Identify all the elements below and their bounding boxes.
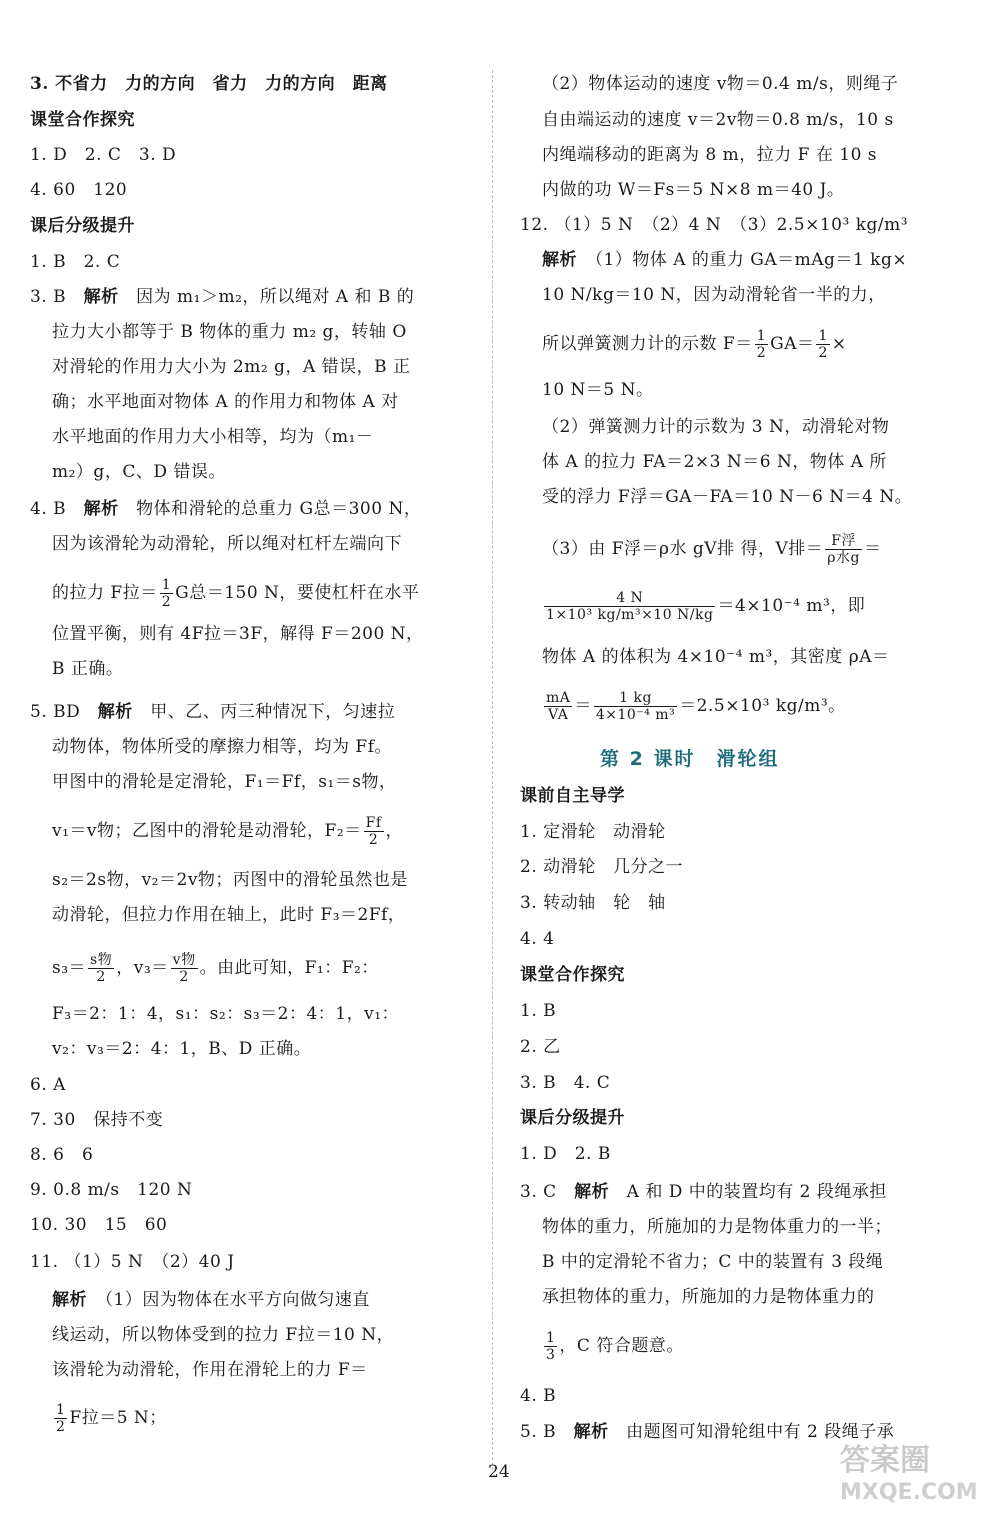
analysis-label: 解析 [83,287,119,307]
analysis-label: 解析 [573,1422,609,1442]
analysis-text: （2）弹簧测力计的示数为 3 N，动滑轮对物 [542,417,890,437]
analysis-line [52,1288,370,1312]
analysis-text: 承担物体的重力，所施加的力是物体重力的 [542,1287,875,1307]
analysis-text: 水平地面的作用力大小相等，均为（m₁－ [52,427,374,447]
analysis-text: 因为 m₁＞m₂，所以绳对 A 和 B 的 [136,287,415,307]
answer-line: 2. 动滑轮 几分之一 [520,857,684,877]
section-heading: 课前自主导学 [520,786,625,806]
analysis-text: 10 N＝5 N。 [542,380,654,400]
answer-line: 1. D 2. B [520,1144,611,1164]
analysis-text: （1）物体 A 的重力 GA＝mAg＝1 kg× [594,250,908,270]
analysis-text: 内做的功 W＝Fs＝5 N×8 m＝40 J。 [542,180,845,200]
section-heading: 课后分级提升 [30,216,135,236]
answer-line: 11. （1）5 N （2）40 J [30,1252,235,1272]
answer-key: 5. BD [30,702,81,722]
answer-line: 1. 定滑轮 动滑轮 [520,822,666,842]
analysis-formula: （3）由 F浮＝ρ水 gV排 得，V排＝ $\frac{\text{F浮}}{\text{ρ水g}}$ ＝ [542,533,882,566]
answer-line: 8. 6 6 [30,1145,94,1165]
answer-line [520,1180,887,1204]
analysis-label: 解析 [83,499,119,519]
answer-line: 4. 4 [520,929,555,949]
analysis-formula: $\frac{4 N}{\text{1×10³ kg/m³×10 N/kg}}$ ＝4×10⁻⁴ m³，即 [546,590,866,623]
fraction: $\frac{1}{2}$ [756,328,767,361]
lesson-title: 第 2 课时 滑轮组 [600,748,780,770]
section-heading: 课堂合作探究 [520,965,625,985]
fraction: $\frac{1}{3}$ [546,1330,556,1363]
analysis-formula: v₁＝v物；乙图中的滑轮是动滑轮，F₂＝ $\frac{Ff}{2}$ ， [52,815,404,848]
analysis-formula: $\frac{mA}{VA}$ ＝ $\frac{1 kg}{\text{4×10⁻⁴ m³}}$ ＝2.5×10³ kg/m³。 [546,690,846,723]
analysis-text: 拉力大小都等于 B 物体的重力 m₂ g，转轴 O [52,322,407,342]
analysis-text: B 正确。 [52,659,124,679]
answer-line: 3. 不省力 力的方向 省力 力的方向 距离 [30,74,388,94]
analysis-text: 物体的重力，所施加的力是物体重力的一半； [542,1217,892,1237]
analysis-text: A 和 D 中的装置均有 2 段绳承担 [626,1182,887,1202]
answer-line: 4. B [520,1386,557,1406]
fraction: $\frac{1}{2}$ [161,577,172,610]
fraction: $\frac{1}{2}$ [818,328,828,361]
analysis-text: （1）因为物体在水平方向做匀速直 [104,1290,370,1310]
answer-line: 4. 60 120 [30,180,128,200]
fraction: $\frac{\text{s物}}{2}$ [90,952,113,985]
analysis-label: 解析 [97,702,133,722]
analysis-text: s₂＝2s物，v₂＝2v物；丙图中的滑轮虽然也是 [52,870,408,890]
answer-line [30,700,395,724]
column-divider [492,70,494,1470]
analysis-label: 解析 [574,1182,610,1202]
fraction: $\frac{\text{v物}}{2}$ [172,952,196,985]
answer-line: 2. 乙 [520,1037,561,1057]
page-number: 24 [488,1462,510,1482]
analysis-text: 动物体，物体所受的摩擦力相等，均为 Ff。 [52,737,392,757]
analysis-text: 动滑轮，但拉力作用在轴上，此时 F₃＝2Ff， [52,905,406,925]
analysis-text: F₃＝2：1：4，s₁：s₂：s₃＝2：4：1，v₁： [52,1004,400,1024]
analysis-text: 位置平衡，则有 4F拉＝3F，解得 F＝200 N， [52,624,424,644]
answer-line [30,497,421,521]
answer-line: 1. D 2. C 3. D [30,145,177,165]
analysis-formula: 的拉力 F拉＝ $\frac{1}{2}$ G总＝150 N，要使杠杆在水平 [52,577,420,610]
analysis-line [542,248,907,272]
answer-line [520,1420,894,1444]
analysis-text: 线运动，所以物体受到的拉力 F拉＝10 N， [52,1325,395,1345]
analysis-text: 因为该滑轮为动滑轮，所以绳对杠杆左端向下 [52,534,402,554]
analysis-text: m₂）g，C、D 错误。 [52,462,226,482]
answer-line [30,285,414,309]
analysis-label: 解析 [52,1290,87,1310]
section-heading: 课后分级提升 [520,1108,625,1128]
fraction: $\frac{mA}{VA}$ [546,690,571,723]
answer-line: 3. B 4. C [520,1073,611,1093]
fraction: $\frac{Ff}{2}$ [365,815,382,848]
analysis-text: 由题图可知滑轮组中有 2 段绳子承 [626,1422,895,1442]
answer-line: 12. （1）5 N （2）4 N （3）2.5×10³ kg/m³ [520,215,909,235]
answer-line: 7. 30 保持不变 [30,1110,164,1130]
analysis-text: 确；水平地面对物体 A 的作用力和物体 A 对 [52,392,399,412]
answer-key: 5. B [520,1422,557,1442]
fraction: $\frac{\text{F浮}}{\text{ρ水g}}$ [827,533,860,566]
answer-key: 3. B [30,287,67,307]
watermark-logo-text: 答案圈 [840,1443,930,1478]
analysis-text: 受的浮力 F浮＝GA－FA＝10 N－6 N＝4 N。 [542,487,913,507]
answer-line: 1. B [520,1001,557,1021]
analysis-formula: $\frac{1}{2}$ F拉＝5 N； [56,1402,167,1435]
analysis-text: B 中的定滑轮不省力；C 中的装置有 3 段绳 [542,1252,884,1272]
answer-line: 6. A [30,1075,66,1095]
answer-line: 10. 30 15 60 [30,1215,168,1235]
analysis-text: 甲图中的滑轮是定滑轮，F₁＝Ff，s₁＝s物， [52,772,397,792]
analysis-formula: 所以弹簧测力计的示数 F＝ $\frac{1}{2}$ GA＝ $\frac{1}{2}$ × [542,328,847,361]
fraction: $\frac{1 kg}{\text{4×10⁻⁴ m³}}$ [595,690,676,723]
answer-line: 9. 0.8 m/s 120 N [30,1180,193,1200]
answer-line: 1. B 2. C [30,252,121,272]
analysis-label: 解析 [542,250,577,270]
analysis-text: 体 A 的拉力 FA＝2×3 N＝6 N，物体 A 所 [542,452,887,472]
analysis-text: （2）物体运动的速度 v物＝0.4 m/s，则绳子 [542,74,899,94]
analysis-text: 物体 A 的体积为 4×10⁻⁴ m³，其密度 ρA＝ [542,647,890,667]
analysis-formula: s₃＝ $\frac{\text{s物}}{2}$ ，v₃＝ $\frac{\text{v物}}{2}$ 。由此可知，F₁：F₂： [52,952,379,985]
analysis-text: 对滑轮的作用力大小为 2m₂ g，A 错误，B 正 [52,357,411,377]
analysis-text: 自由端运动的速度 v＝2v物＝0.8 m/s，10 s [542,110,894,130]
answer-line: 3. 转动轴 轮 轴 [520,893,666,913]
analysis-text: 甲、乙、丙三种情况下，匀速拉 [150,702,396,722]
watermark-url: MXQE.COM [840,1480,978,1505]
analysis-text: 内绳端移动的距离为 8 m，拉力 F 在 10 s [542,145,878,165]
fraction: $\frac{4 N}{\text{1×10³ kg/m³×10 N/kg}}$ [546,590,714,623]
analysis-text: v₂：v₃＝2：4：1，B、D 正确。 [52,1039,312,1059]
watermark [840,1435,990,1515]
fraction: $\frac{1}{2}$ [56,1402,66,1435]
answer-key: 4. B [30,499,67,519]
answer-key: 3. C [520,1182,557,1202]
analysis-text: 10 N/kg＝10 N，因为动滑轮省一半的力， [542,285,886,305]
analysis-formula: $\frac{1}{3}$ ，C 符合题意。 [546,1330,684,1363]
section-heading: 课堂合作探究 [30,110,135,130]
analysis-text: 该滑轮为动滑轮，作用在滑轮上的力 F＝ [52,1360,368,1380]
analysis-text: 物体和滑轮的总重力 G总＝300 N， [136,499,422,519]
